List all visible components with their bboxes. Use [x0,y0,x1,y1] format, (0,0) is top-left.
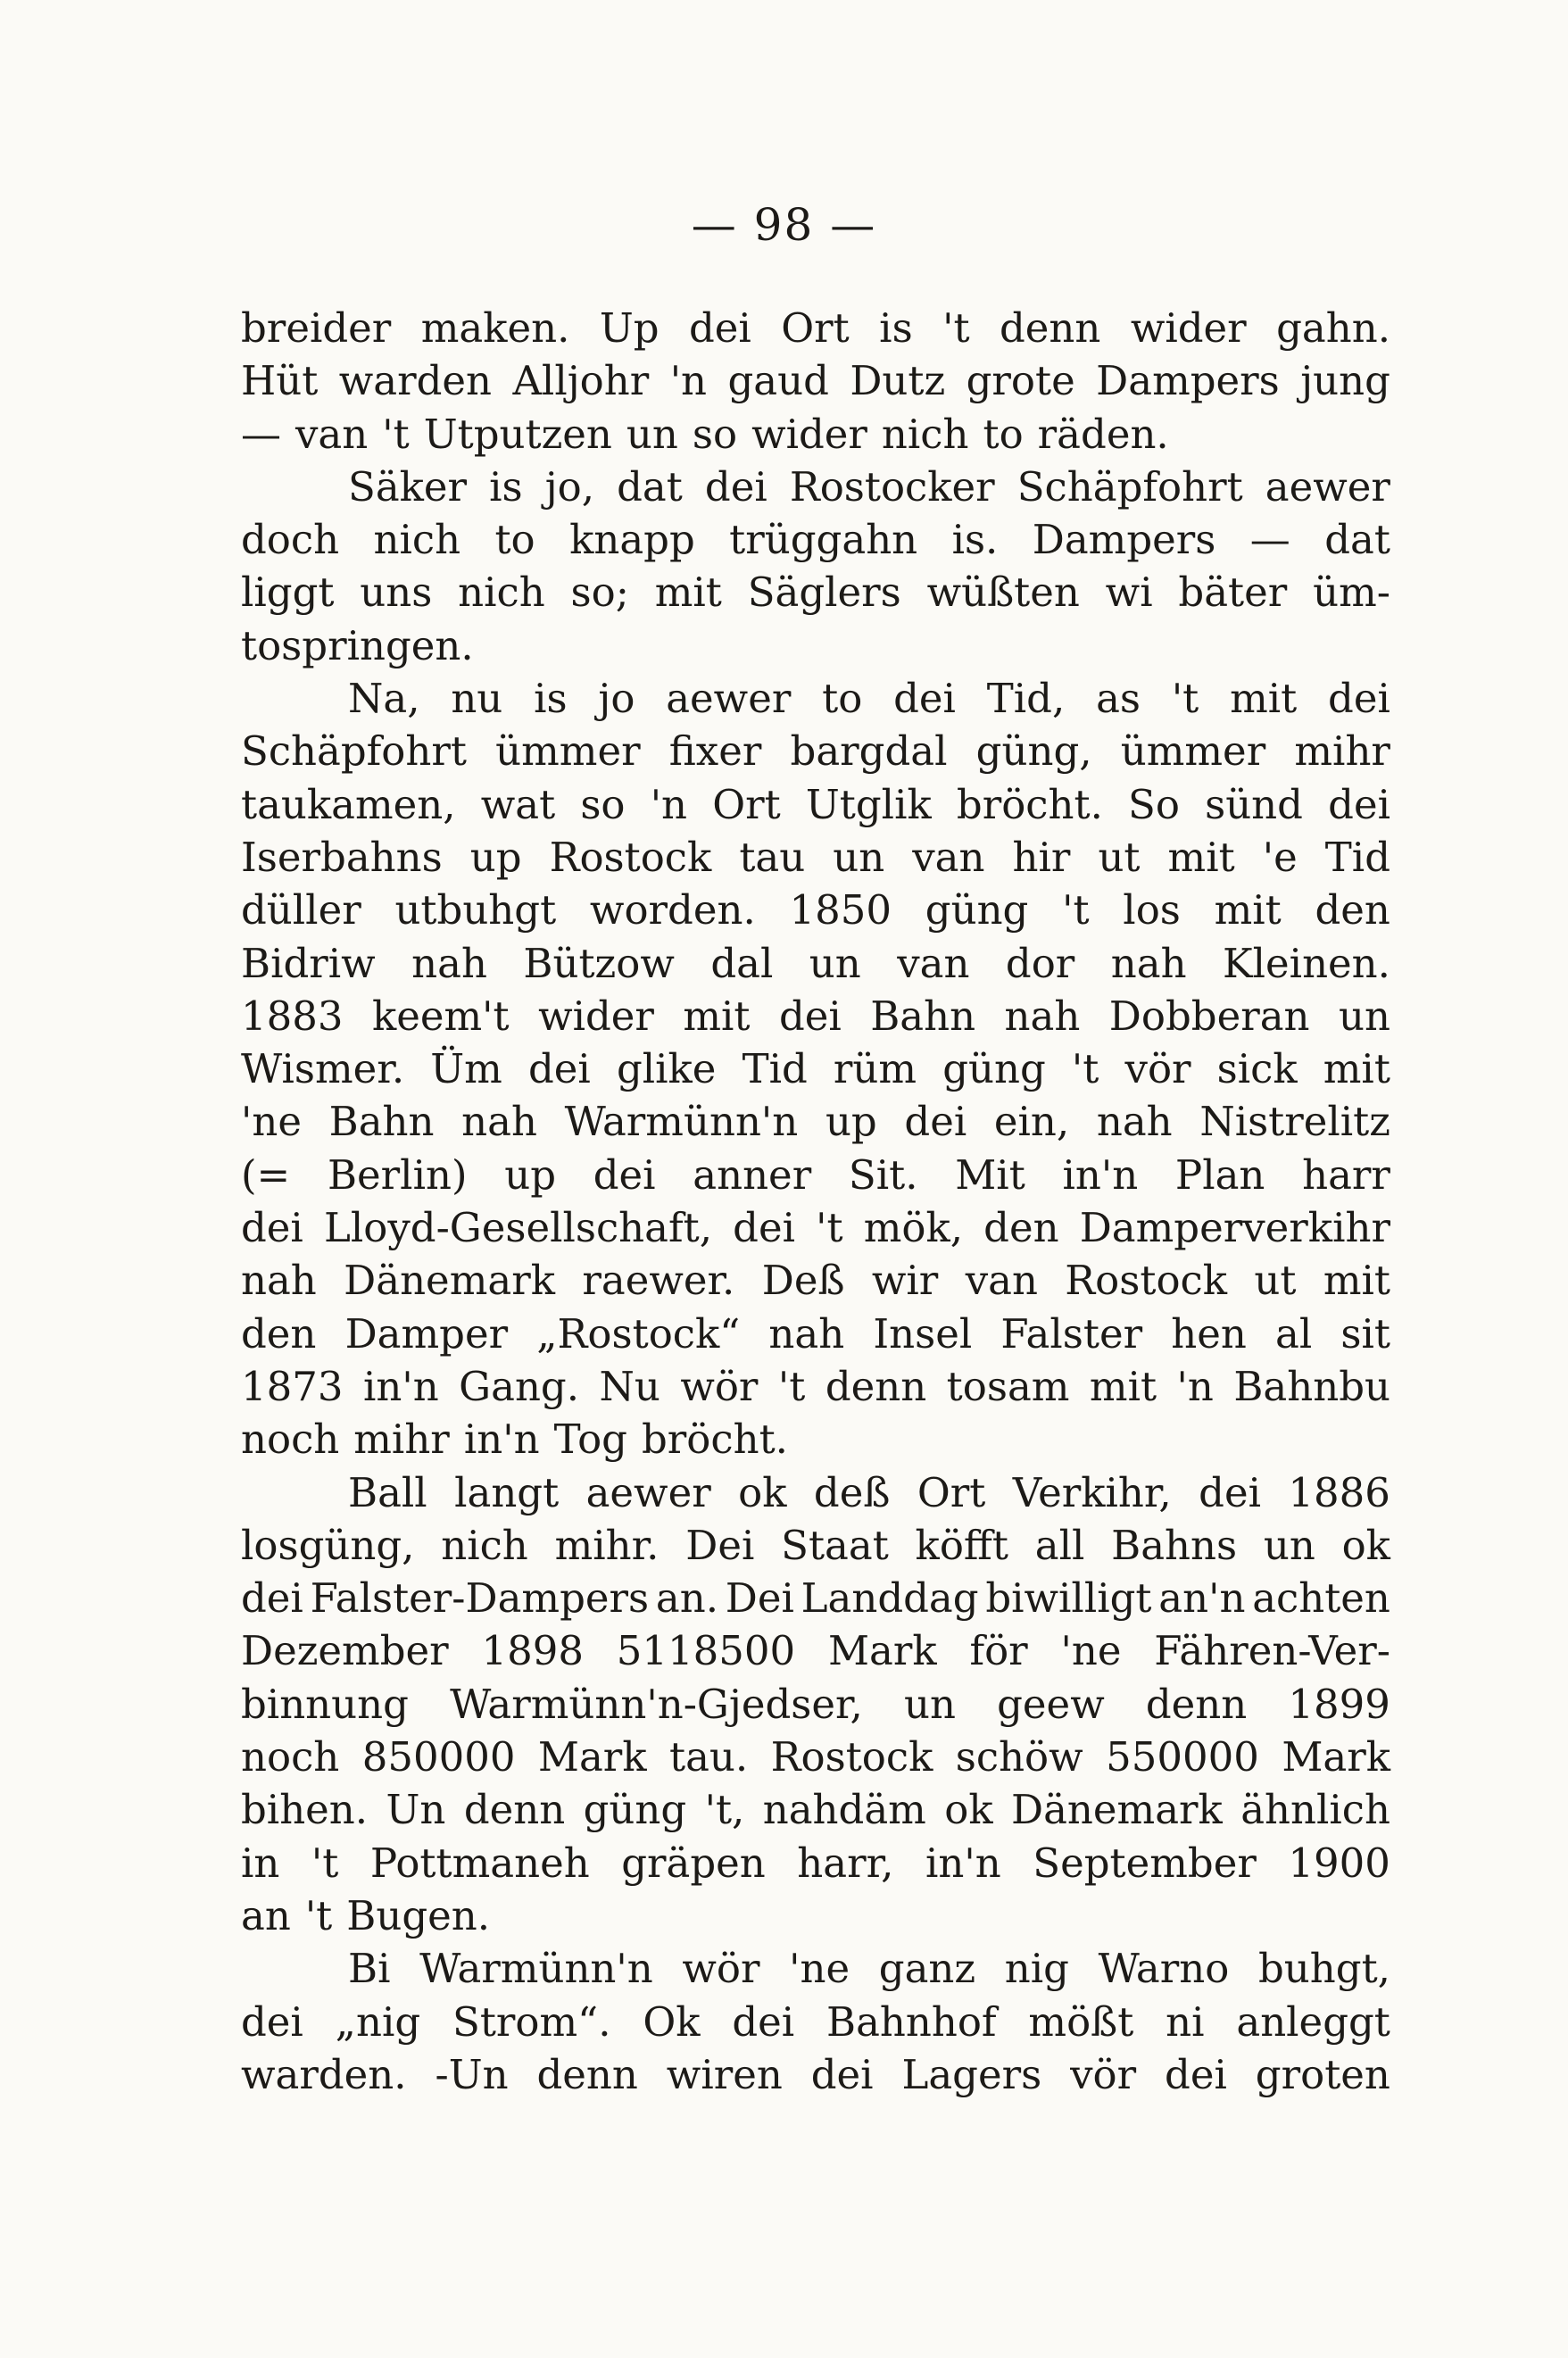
text-line: an 't Bugen. [241,1891,491,1939]
text-line: Säker is jo, dat dei Rostocker Schäpfohrt aewer [348,462,1390,511]
text-line: Hüt warden Alljohr 'n gaud Dutz grote Dampers jung [241,357,1390,405]
text-line: warden. -Un denn wiren dei Lagers vör dei groten [241,2050,1390,2098]
text-line: taukamen, wat so 'n Ort Utglik bröcht. So sünd dei [241,780,1390,828]
text-line: Dezember 1898 5118500 Mark för 'ne Fähren-Ver- [241,1627,1390,1675]
text-line: binnung Warmünn'n-Gjedser, un geew denn 1899 [241,1680,1390,1728]
text-line: — van 't Utputzen un so wider nich to räden. [241,410,1169,458]
text-line: bihen. Un denn güng 't, nahdäm ok Dänemark ähnlich [241,1786,1390,1834]
text-line: (= Berlin) up dei anner Sit. Mit in'n Plan harr [241,1150,1390,1199]
page-number: — 98 — [691,199,877,251]
text-line: dei „nig Strom“. Ok dei Bahnhof mößt ni anleggt [241,1997,1390,2046]
body-text [241,302,1390,2101]
text-line: den Damper „Rostock“ nah Insel Falster hen al sit [241,1309,1390,1358]
text-line: Wismer. Üm dei glike Tid rüm güng 't vör sick mit [241,1045,1390,1093]
text-line: nah Dänemark raewer. Deß wir van Rostock ut mit [241,1257,1390,1305]
text-line: losgüng, nich mihr. Dei Staat köfft all Bahns un ok [241,1521,1390,1569]
text-line: Bi Warmünn'n wör 'ne ganz nig Warno buhgt, [348,1945,1390,1993]
text-line: Schäpfohrt ümmer fixer bargdal güng, ümmer mihr [241,727,1390,776]
text-line: noch 850000 Mark tau. Rostock schöw 550000 Mark [241,1733,1390,1781]
text-line: tospringen. [241,621,474,669]
text-line: Na, nu is jo aewer to dei Tid, as 't mit dei [348,675,1390,723]
text-line: liggt uns nich so; mit Säglers wüßten wi bäter üm- [241,569,1390,617]
text-line: dei Lloyd-Gesellschaft, dei 't mök, den Damperverkihr [241,1204,1390,1252]
text-line: Iserbahns up Rostock tau un van hir ut mit 'e Tid [241,833,1390,881]
text-line: 'ne Bahn nah Warmünn'n up dei ein, nah Nistrelitz [241,1098,1390,1146]
text-line: Ball langt aewer ok deß Ort Verkihr, dei 1886 [348,1468,1390,1516]
text-line: noch mihr in'n Tog bröcht. [241,1416,788,1464]
text-line: in 't Pottmaneh gräpen harr, in'n September 1900 [241,1839,1390,1887]
text-line: 1883 keem't wider mit dei Bahn nah Dobberan un [241,992,1390,1040]
text-line: breider maken. Up dei Ort is 't denn wider gahn. [241,304,1390,352]
text-line: dei Falster-Dampers an. Dei Landdag biwilligt an'n achten [241,1574,1390,1623]
text-line: Bidriw nah Bützow dal un van dor nah Kleinen. [241,939,1390,987]
text-line: 1873 in'n Gang. Nu wör 't denn tosam mit 'n Bahnbu [241,1362,1390,1410]
text-line: düller utbuhgt worden. 1850 güng 't los mit den [241,886,1390,934]
text-line: doch nich to knapp trüggahn is. Dampers — dat [241,516,1390,564]
